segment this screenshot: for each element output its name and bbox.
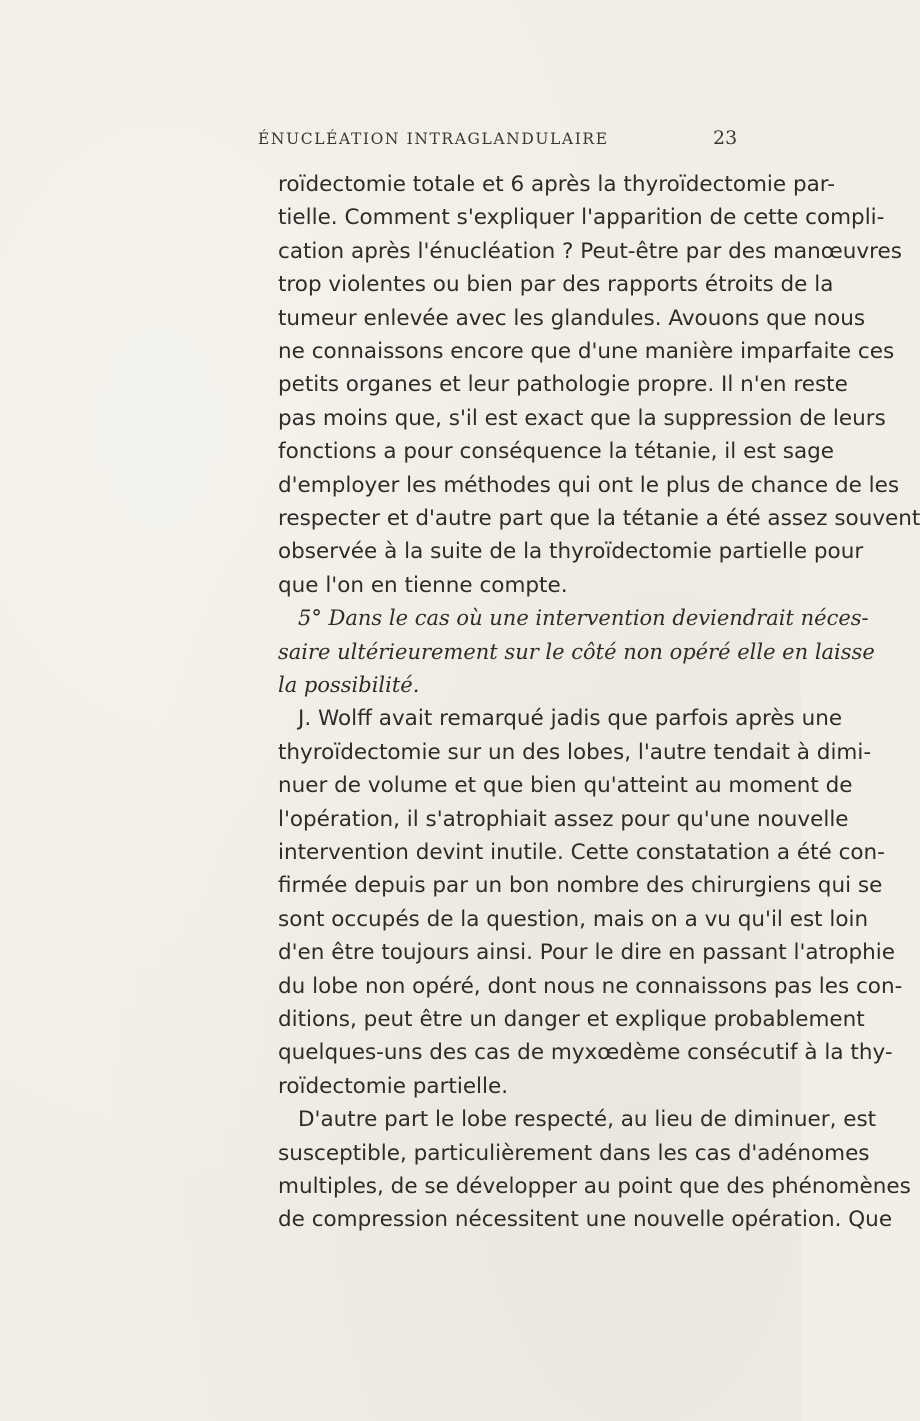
text-line: thyroïdectomie sur un des lobes, l'autre tendait à dimi- — [278, 740, 872, 765]
text-line: fonctions a pour conséquence la tétanie, il est sage — [278, 439, 835, 464]
text-line: cation après l'énucléation ? Peut-être par des manœuvres — [278, 239, 902, 264]
running-head — [0, 127, 801, 160]
text-line: que l'on en tienne compte. — [278, 573, 568, 598]
text-line: observée à la suite de la thyroïdectomie partielle pour — [278, 539, 864, 564]
text-line: intervention devint inutile. Cette constatation a été con- — [278, 840, 885, 865]
running-title: ÉNUCLÉATION INTRAGLANDULAIRE — [258, 130, 609, 148]
text-line: ditions, peut être un danger et explique probablement — [278, 1007, 865, 1032]
text-line: l'opération, il s'atrophiait assez pour qu'une nouvelle — [278, 807, 849, 832]
text-line: tumeur enlevée avec les glandules. Avouons que nous — [278, 306, 866, 331]
text-line: d'employer les méthodes qui ont le plus de chance de les — [278, 473, 900, 498]
text-line: du lobe non opéré, dont nous ne connaissons pas les con- — [278, 974, 903, 999]
text-line: susceptible, particulièrement dans les cas d'adénomes — [278, 1141, 870, 1166]
text-line: multiples, de se développer au point que des phénomènes — [278, 1174, 911, 1199]
text-line: de compression nécessitent une nouvelle opération. Que — [278, 1207, 893, 1232]
page-number: 23 — [713, 127, 738, 149]
text-line: saire ultérieurement sur le côté non opéré elle en laisse — [278, 640, 875, 664]
text-line: pas moins que, s'il est exact que la suppression de leurs — [278, 406, 886, 431]
text-line: D'autre part le lobe respecté, au lieu de diminuer, est — [298, 1107, 877, 1132]
text-line: tielle. Comment s'expliquer l'apparition de cette compli- — [278, 205, 885, 230]
text-line: roïdectomie totale et 6 après la thyroïdectomie par- — [278, 172, 835, 197]
text-line: ne connaissons encore que d'une manière imparfaite ces — [278, 339, 895, 364]
text-line: nuer de volume et que bien qu'atteint au moment de — [278, 773, 853, 798]
text-line: petits organes et leur pathologie propre. Il n'en reste — [278, 372, 848, 397]
text-line: 5° Dans le cas où une intervention deviendrait néces- — [298, 606, 869, 630]
text-line: la possibilité. — [278, 673, 420, 697]
text-line: respecter et d'autre part que la tétanie a été assez souvent — [278, 506, 920, 531]
text-line: roïdectomie partielle. — [278, 1074, 509, 1099]
text-line: J. Wolff avait remarqué jadis que parfois après une — [298, 706, 843, 731]
text-line: firmée depuis par un bon nombre des chirurgiens qui se — [278, 873, 883, 898]
text-line: sont occupés de la question, mais on a vu qu'il est loin — [278, 907, 869, 932]
text-line: d'en être toujours ainsi. Pour le dire en passant l'atrophie — [278, 940, 895, 965]
text-line: quelques-uns des cas de myxœdème consécutif à la thy- — [278, 1040, 893, 1065]
text-line: trop violentes ou bien par des rapports étroits de la — [278, 272, 834, 297]
